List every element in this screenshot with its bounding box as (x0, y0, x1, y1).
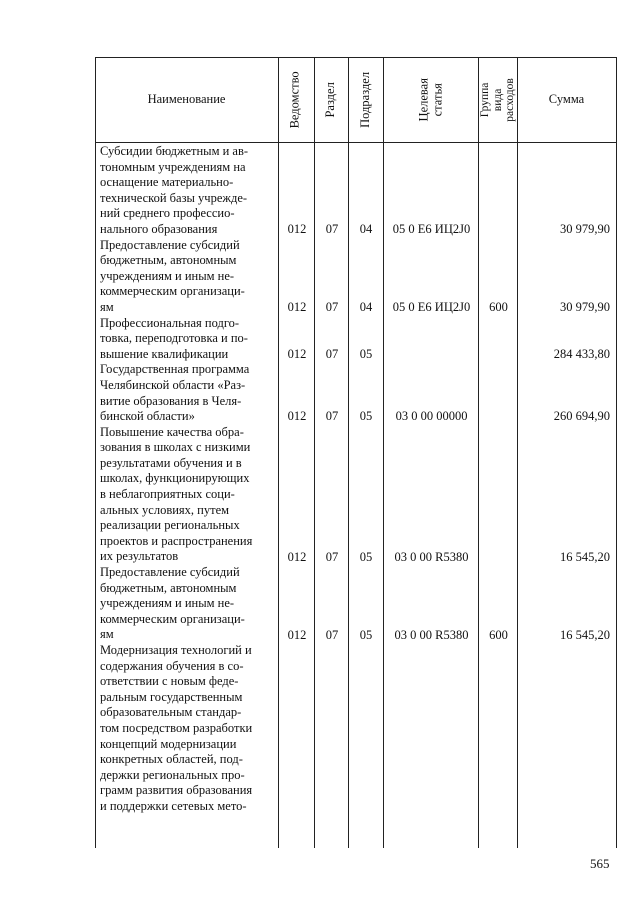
cell-celevaya: 03 0 00 00000 (395, 409, 468, 423)
row-name-line: ральным государственным (100, 689, 243, 704)
row-name-line: альных условиях, путем (100, 502, 230, 517)
row-name-line: учреждениям и иным не- (100, 268, 235, 283)
cell-vedomstvo: 012 (287, 300, 307, 314)
row-name-line: учреждениям и иным не- (100, 596, 235, 611)
row-name-line: коммерческим организаци- (100, 611, 245, 626)
cell-podrazdel: 05 (359, 347, 373, 361)
row-name-line: конкретных областей, под- (100, 752, 243, 767)
row-name-line: вышение квалификации (100, 346, 229, 361)
header-celevaya-label: Целевая статья (415, 77, 444, 122)
row-name-line: Челябинской области «Раз- (100, 377, 246, 392)
cell-gruppa: 600 (489, 300, 508, 314)
header-podrazdel (348, 57, 383, 142)
row-name-line: ям (100, 299, 114, 314)
cell-vedomstvo: 012 (287, 222, 307, 236)
col-divider (383, 57, 384, 848)
cell-razdel: 07 (325, 222, 339, 236)
header-summa (517, 57, 616, 142)
cell-vedomstvo: 012 (287, 347, 307, 361)
row-name-line: Профессиональная подго- (100, 315, 240, 330)
cell-podrazdel: 05 (359, 550, 373, 564)
header-gruppa (478, 57, 517, 142)
cell-podrazdel: 04 (359, 222, 373, 236)
cell-razdel: 07 (325, 300, 339, 314)
row-name-line: Предоставление субсидий (100, 237, 240, 252)
cell-razdel: 07 (325, 347, 339, 361)
cell-summa: 30 979,90 (560, 300, 610, 314)
col-divider (278, 57, 279, 848)
table-row-name (100, 144, 278, 815)
row-name-line: технической базы учрежде- (100, 190, 248, 205)
cell-summa: 260 694,90 (553, 409, 610, 423)
cell-razdel: 07 (325, 628, 339, 642)
row-name-line: содержания обучения в со- (100, 658, 244, 673)
cell-vedomstvo: 012 (287, 550, 307, 564)
row-name-line: образовательным стандар- (100, 705, 242, 720)
row-name-line: коммерческим организаци- (100, 284, 245, 299)
cell-celevaya: 05 0 Е6 ИЦ2J0 (392, 222, 471, 236)
row-name-line: их результатов (100, 549, 179, 564)
row-name-line: бюджетным, автономным (100, 580, 237, 595)
row-name-line: Государственная программа (100, 362, 250, 377)
row-name-line: реализации региональных (100, 518, 240, 533)
row-name-line: товка, переподготовка и по- (100, 331, 248, 346)
page-number: 565 (590, 856, 610, 871)
row-name-line: нального образования (100, 221, 218, 236)
row-name-line: бюджетным, автономным (100, 253, 237, 268)
row-name-line: ний среднего профессио- (100, 206, 235, 221)
row-name-line: и поддержки сетевых мето- (100, 798, 247, 813)
cell-summa: 16 545,20 (560, 628, 610, 642)
row-name-line: том посредством разработки (100, 720, 253, 735)
cell-celevaya: 05 0 Е6 ИЦ2J0 (392, 300, 471, 314)
cell-summa: 284 433,80 (553, 347, 610, 361)
row-name-line: Повышение качества обра- (100, 424, 244, 439)
row-name-line: зования в школах с низкими (100, 440, 251, 455)
header-vedomstvo (278, 57, 314, 142)
cell-summa: 30 979,90 (560, 222, 610, 236)
cell-podrazdel: 04 (359, 300, 373, 314)
row-name-line: витие образования в Челя- (100, 393, 242, 408)
cell-gruppa: 600 (489, 628, 508, 642)
row-name-line: ям (100, 627, 114, 642)
cell-vedomstvo: 012 (287, 628, 307, 642)
header-gruppa-label: Группа вида расходов (478, 77, 516, 122)
col-divider (314, 57, 315, 848)
header-name-label: Наименование (147, 92, 226, 106)
col-divider (517, 57, 518, 848)
header-podrazdel-label: Подраздел (357, 71, 372, 128)
col-divider (348, 57, 349, 848)
header-divider (95, 142, 617, 143)
cell-podrazdel: 05 (359, 409, 373, 423)
row-name-line: Субсидии бюджетным и ав- (100, 144, 249, 158)
header-name (95, 57, 278, 142)
cell-celevaya: 03 0 00 R5380 (394, 628, 469, 642)
cell-razdel: 07 (325, 409, 339, 423)
header-razdel-label: Раздел (323, 81, 338, 118)
cell-podrazdel: 05 (359, 628, 373, 642)
table-border-right (616, 57, 617, 848)
row-name-line: оснащение материально- (100, 175, 234, 190)
header-razdel (314, 57, 348, 142)
cell-summa: 16 545,20 (560, 550, 610, 564)
row-name-line: держки региональных про- (100, 767, 245, 782)
table-border-left (95, 57, 96, 848)
cell-razdel: 07 (325, 550, 339, 564)
row-name-line: тономным учреждениям на (100, 159, 246, 174)
row-name-line: бинской области» (100, 409, 195, 424)
header-vedomstvo-label: Ведомство (288, 70, 303, 129)
budget-table (95, 57, 617, 848)
cell-celevaya: 03 0 00 R5380 (394, 550, 469, 564)
row-name-line: результатами обучения и в (100, 455, 242, 470)
row-name-line: Предоставление субсидий (100, 565, 240, 580)
row-name-line: в неблагоприятных соци- (100, 487, 235, 502)
col-divider (478, 57, 479, 848)
row-name-line: концепций модернизации (100, 736, 237, 751)
cell-vedomstvo: 012 (287, 409, 307, 423)
row-name-line: проектов и распространения (100, 533, 253, 548)
header-celevaya (383, 57, 478, 142)
row-name-line: ответствии с новым феде- (100, 674, 239, 689)
row-name-line: грамм развития образования (100, 783, 253, 798)
header-summa-label: Сумма (548, 92, 585, 106)
row-name-line: Модернизация технологий и (100, 643, 252, 657)
row-name-line: школах, функционирующих (100, 471, 250, 486)
